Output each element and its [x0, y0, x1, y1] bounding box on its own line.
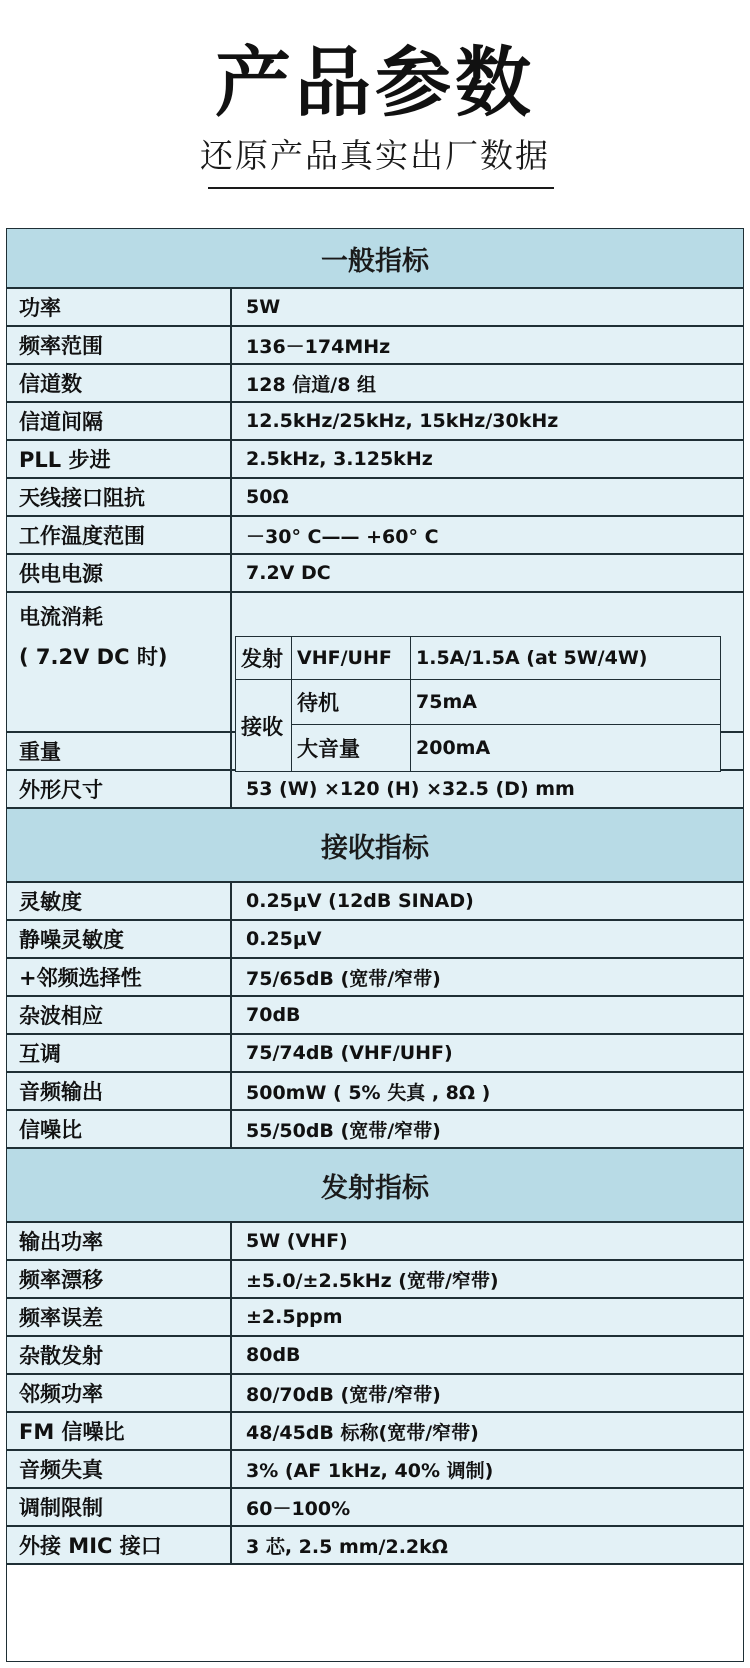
row-value: 3 芯, 2.5 mm/2.2kΩ [246, 1535, 448, 1558]
spec-table [6, 228, 744, 1662]
row-value: 75/65dB (宽带/窄带) [246, 967, 441, 990]
table-row [7, 1451, 743, 1489]
row-label: 静噪灵敏度 [7, 921, 232, 957]
page-header [0, 0, 750, 200]
row-value: 128 信道/8 组 [246, 373, 377, 396]
table-row [7, 365, 743, 403]
table-row [7, 1073, 743, 1111]
row-label [7, 593, 232, 731]
table-row [7, 1111, 743, 1149]
receive-label: 接收 [241, 714, 283, 739]
standby-value: 75mA [416, 691, 477, 713]
loud-volume-value: 200mA [416, 737, 491, 759]
row-label: 重量 [7, 733, 232, 769]
row-label: PLL 步进 [7, 441, 232, 477]
table-row [7, 1035, 743, 1073]
row-label: 频率误差 [7, 1299, 232, 1335]
row-label: 音频输出 [7, 1073, 232, 1109]
table-row [7, 997, 743, 1035]
row-label: 杂散发射 [7, 1337, 232, 1373]
row-value: 0.25μV (12dB SINAD) [246, 890, 474, 912]
row-label: FM 信噪比 [7, 1413, 232, 1449]
table-row [7, 883, 743, 921]
page-title: 产品参数 [215, 38, 535, 127]
table-row [7, 327, 743, 365]
table-row [7, 921, 743, 959]
row-label: 信道数 [7, 365, 232, 401]
table-row [7, 403, 743, 441]
row-label: 音频失真 [7, 1451, 232, 1487]
current-label-line2: ( 7.2V DC 时) [19, 645, 168, 669]
row-label: 供电电源 [7, 555, 232, 591]
row-value: 0.25μV [246, 928, 322, 950]
row-value: 55/50dB (宽带/窄带) [246, 1119, 441, 1142]
row-value: 136－174MHz [246, 335, 391, 358]
row-label: 天线接口阻抗 [7, 479, 232, 515]
row-label: 频率范围 [7, 327, 232, 363]
table-row [7, 555, 743, 593]
row-value: 500mW ( 5% 失真 , 8Ω ) [246, 1081, 491, 1104]
row-value: －30° C—— +60° C [246, 525, 439, 548]
table-row [7, 479, 743, 517]
row-value: ±5.0/±2.5kHz (宽带/窄带) [246, 1269, 499, 1292]
row-label: 外接 MIC 接口 [7, 1527, 232, 1563]
row-value: 5W (VHF) [246, 1230, 348, 1252]
table-row [7, 1375, 743, 1413]
row-value: 75/74dB (VHF/UHF) [246, 1042, 453, 1064]
row-value: ±2.5ppm [246, 1306, 343, 1328]
table-row [7, 1261, 743, 1299]
row-label: 信噪比 [7, 1111, 232, 1147]
transmit-value: 1.5A/1.5A (at 5W/4W) [416, 647, 648, 669]
table-row [7, 1223, 743, 1261]
row-value: 3% (AF 1kHz, 40% 调制) [246, 1459, 494, 1482]
row-value: 53 (W) ×120 (H) ×32.5 (D) mm [246, 778, 575, 800]
row-label: 工作温度范围 [7, 517, 232, 553]
row-value: 7.2V DC [246, 562, 331, 584]
row-label: +邻频选择性 [7, 959, 232, 995]
row-label: 调制限制 [7, 1489, 232, 1525]
current-label-line1: 电流消耗 [19, 605, 103, 629]
table-row [7, 959, 743, 997]
table-row [7, 771, 743, 809]
table-row [7, 441, 743, 479]
row-value: 2.5kHz, 3.125kHz [246, 448, 433, 470]
table-row [7, 1413, 743, 1451]
row-label: 外形尺寸 [7, 771, 232, 807]
page-subtitle: 还原产品真实出厂数据 [200, 136, 550, 175]
standby-label: 待机 [297, 691, 339, 715]
section-header: 接收指标 [7, 809, 743, 883]
row-value: 70dB [246, 1004, 301, 1026]
table-row [7, 517, 743, 555]
table-row [7, 1527, 743, 1565]
row-label: 杂波相应 [7, 997, 232, 1033]
row-value: 50Ω [246, 486, 289, 508]
row-value: 12.5kHz/25kHz, 15kHz/30kHz [246, 410, 559, 432]
row-value: 5W [246, 296, 281, 318]
table-row [7, 1299, 743, 1337]
table-row [7, 289, 743, 327]
loud-volume-label: 大音量 [297, 737, 360, 761]
row-label: 灵敏度 [7, 883, 232, 919]
row-label: 功率 [7, 289, 232, 325]
current-sub-table [235, 636, 721, 772]
title-divider [208, 187, 554, 189]
table-row [7, 1489, 743, 1527]
row-value: 80/70dB (宽带/窄带) [246, 1383, 441, 1406]
transmit-label: 发射 [241, 647, 283, 671]
section-header: 一般指标 [7, 229, 743, 289]
section-header: 发射指标 [7, 1149, 743, 1223]
row-label: 邻频功率 [7, 1375, 232, 1411]
row-label: 信道间隔 [7, 403, 232, 439]
row-value: 80dB [246, 1344, 301, 1366]
row-value: 48/45dB 标称(宽带/窄带) [246, 1421, 479, 1444]
row-label: 互调 [7, 1035, 232, 1071]
transmit-band: VHF/UHF [297, 647, 392, 669]
row-label: 频率漂移 [7, 1261, 232, 1297]
table-row [7, 1337, 743, 1375]
row-label: 输出功率 [7, 1223, 232, 1259]
row-value: 60－100% [246, 1497, 351, 1520]
